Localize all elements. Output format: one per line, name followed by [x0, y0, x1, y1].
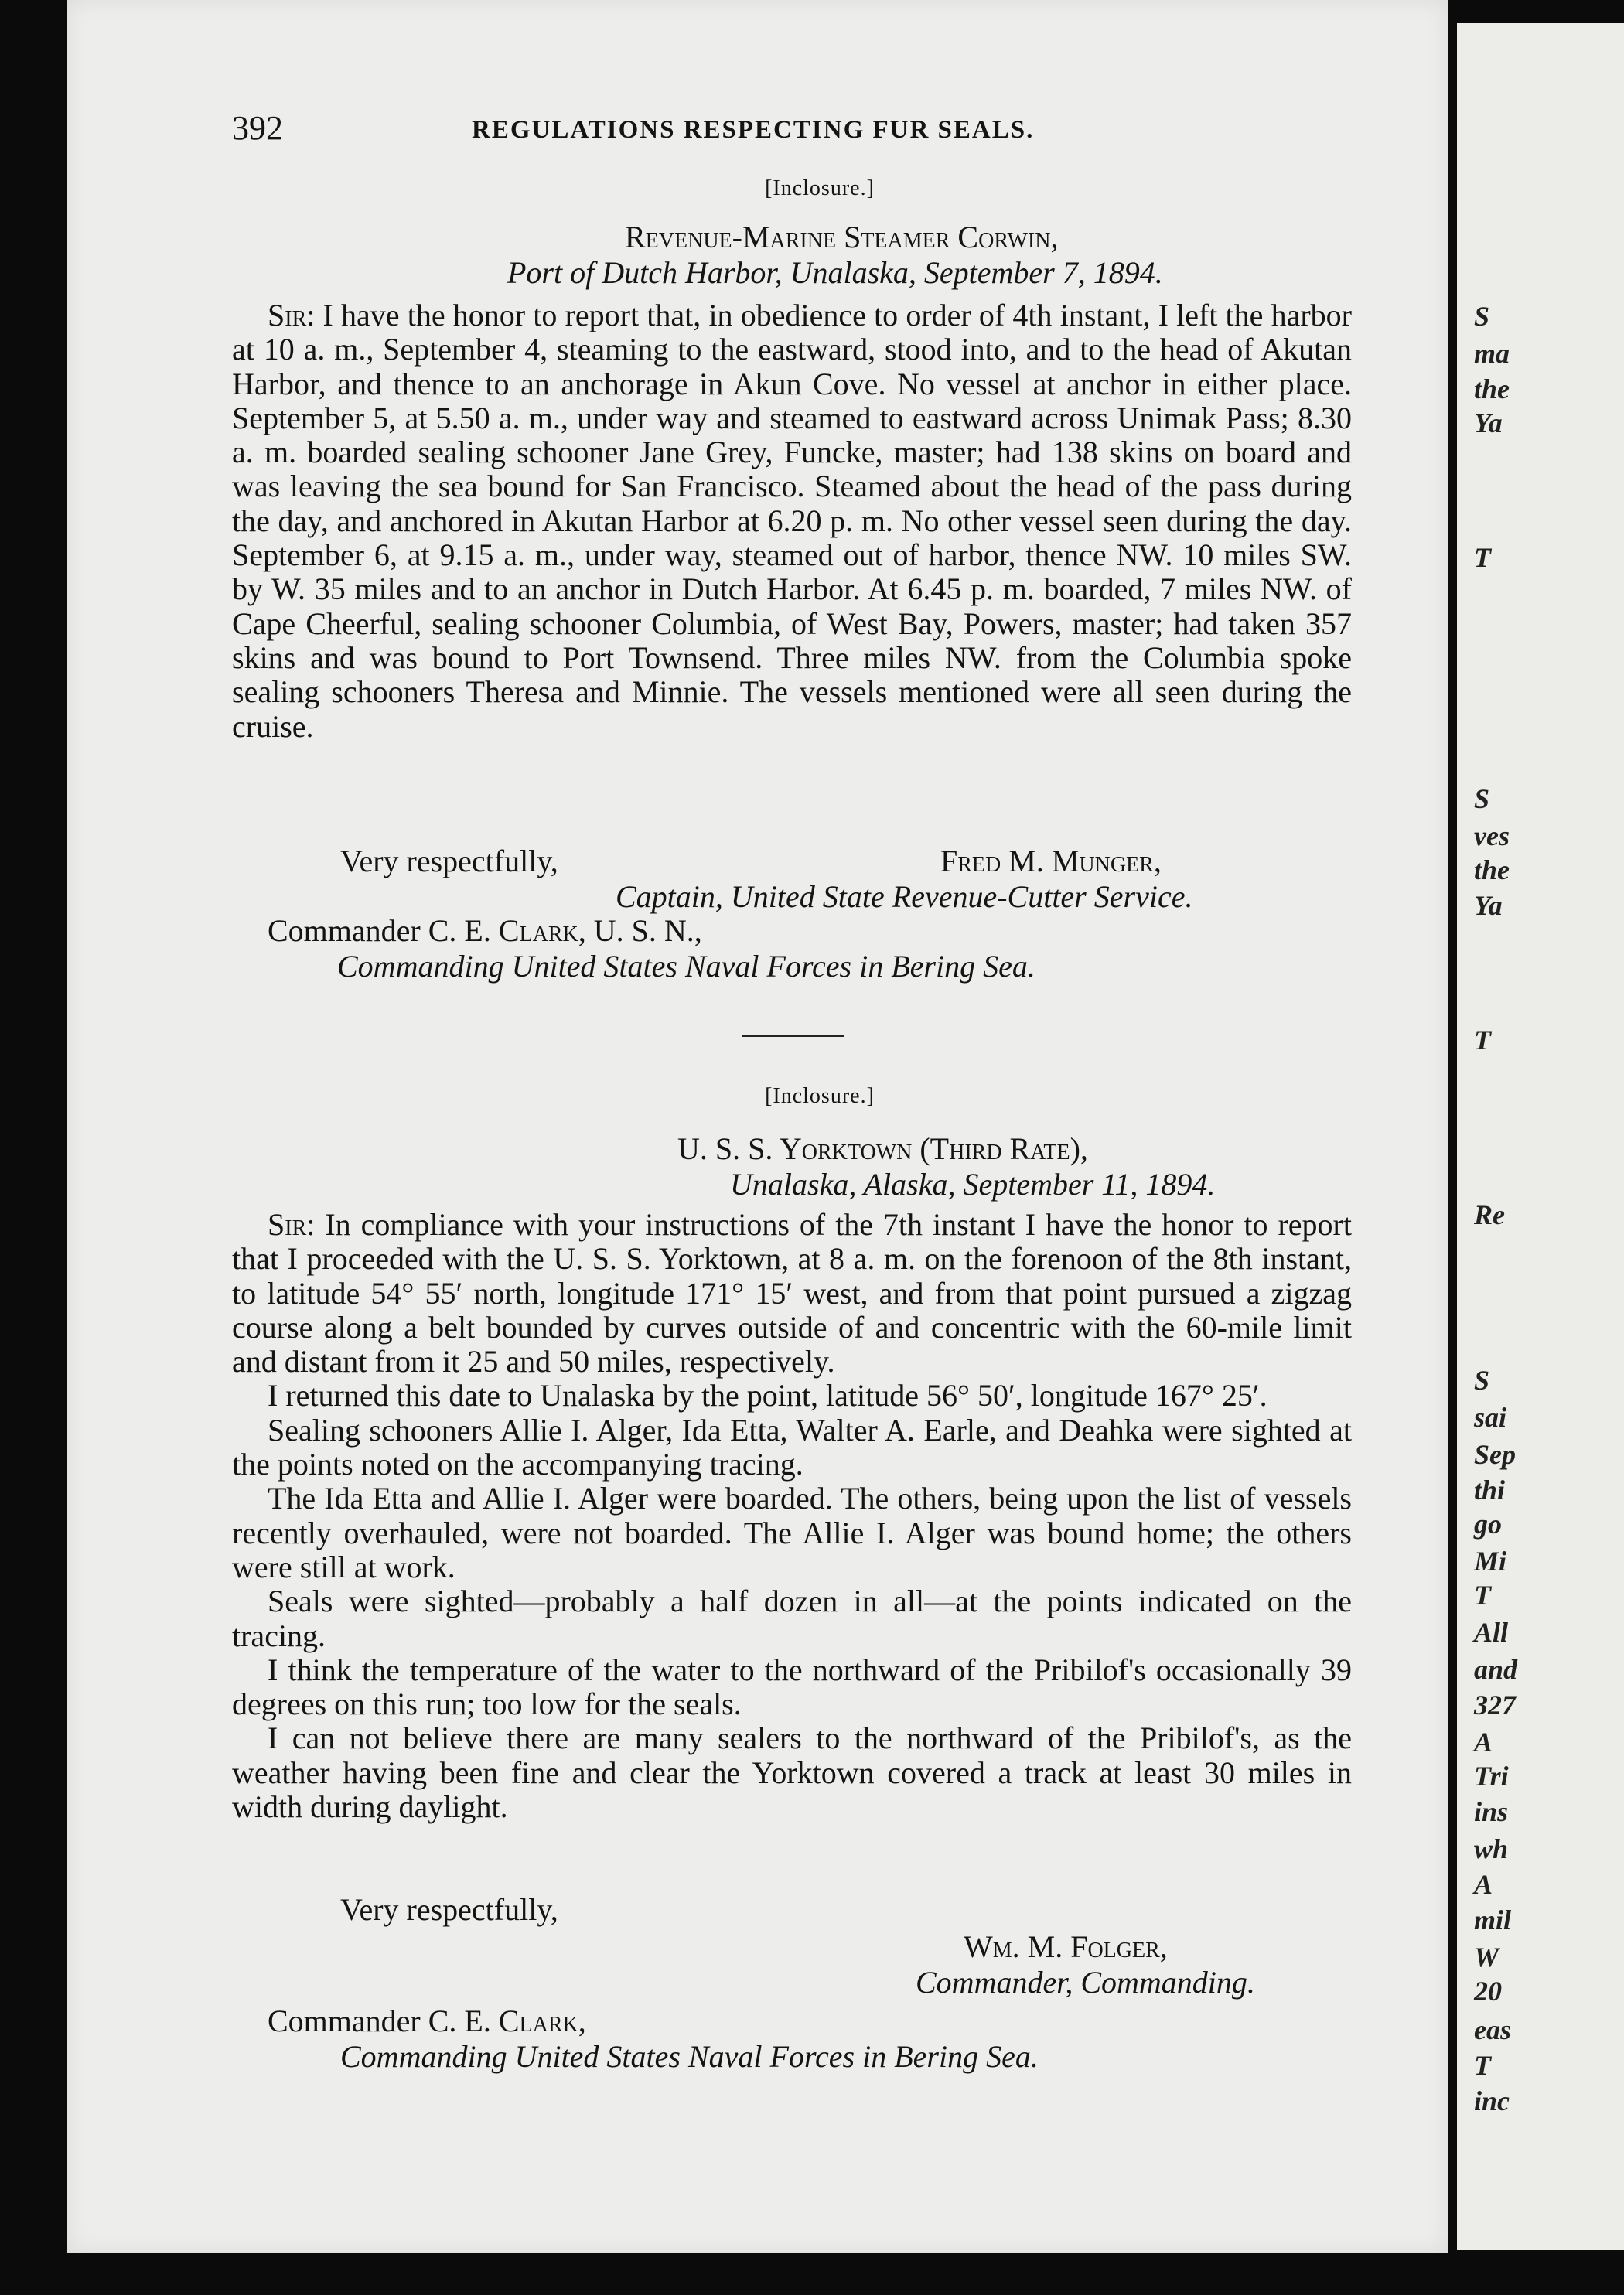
addressee-title-1: Commanding United States Naval Forces in Bering Sea.	[337, 949, 1035, 984]
paragraph-text: I have the honor to report that, in obedience to order of 4th instant, I left the harbor at 10 a. m., September 4, steaming to the eastward, stood into, and to the head of Akutan Harbor, and thence to an anchorage in Akun Cove. No vessel at anchor in either place. September 5, at 5.50 a. m., under way and steamed to eastward across Unimak Pass; 8.30 a. m. boarded sealing schooner Jane Grey, Funcke, master; had 138 skins on board and was leaving the sea bound for San Francisco. Steamed about the head of the pass during the day, and anchored in Akutan Harbor at 6.20 p. m. No other vessel seen during the day. September 6, at 9.15 a. m., under way, steamed out of harbor, thence NW. 10 miles SW. by W. 35 miles and to an anchor in Dutch Harbor. At 6.45 p. m. boarded, 7 miles NW. of Cape Cheerful, sealing schooner Columbia, of West Bay, Powers, master; had taken 357 skins and was bound to Port Townsend. Three miles NW. from the Columbia spoke sealing schooners Theresa and Minnie. The vessels mentioned were all seen during the cruise.	[232, 298, 1353, 744]
facing-page-fragment: sai	[1474, 1402, 1507, 1433]
facing-page-fragment: the	[1474, 854, 1510, 885]
facing-page-fragment: T	[1474, 2050, 1491, 2081]
paragraph: I returned this date to Unalaska by the point, latitude 56° 50′, longitude 167° 25′.	[268, 1378, 1267, 1413]
facing-page-fragment: ins	[1474, 1796, 1509, 1827]
facing-page-fragment: T	[1474, 1025, 1491, 1055]
facing-page-fragment: S	[1474, 1365, 1490, 1396]
signer-title-2: Commander, Commanding.	[916, 1965, 1255, 2000]
inclosure-label-2: [Inclosure.]	[765, 1084, 875, 1108]
signer-title-1: Captain, United State Revenue-Cutter Service.	[616, 879, 1193, 914]
signer-2: Wm. M. Folger,	[964, 1929, 1168, 1964]
paragraph: I think the temperature of the water to the northward of the Pribilof's occasionally 39 degrees on this run; too low for the seals.	[232, 1652, 1352, 1722]
addressee-prefix: Commander	[268, 2003, 421, 2038]
facing-page-fragment: 327	[1474, 1690, 1516, 1720]
paragraph: Sealing schooners Allie I. Alger, Ida Etta, Walter A. Earle, and Deahka were sighted at the points noted on the accompanying tracing.	[232, 1412, 1352, 1482]
addressee-prefix: Commander	[268, 913, 421, 948]
facing-page-fragment: Mi	[1474, 1546, 1507, 1577]
facing-page-fragment: T	[1474, 1580, 1491, 1611]
facing-page-fragment: Ya	[1474, 408, 1503, 438]
addressee-title-2: Commanding United States Naval Forces in Bering Sea.	[340, 2039, 1039, 2074]
place-date-1: Port of Dutch Harbor, Unalaska, September 7, 1894.	[507, 255, 1163, 290]
page-number: 392	[232, 109, 283, 147]
facing-page-fragment: 20	[1474, 1976, 1502, 2007]
closing-2: Very respectfully,	[340, 1892, 558, 1927]
paragraph	[232, 1208, 1352, 1379]
facing-page-fragment: W	[1474, 1942, 1499, 1973]
facing-page-fragment: ves	[1474, 820, 1510, 851]
facing-page-fragment: Sep	[1474, 1439, 1516, 1470]
running-title: REGULATIONS RESPECTING FUR SEALS.	[472, 116, 1035, 144]
facing-page-fragment: go	[1474, 1509, 1502, 1540]
facing-page-fragment: A	[1474, 1869, 1493, 1900]
facing-page-fragment: and	[1474, 1654, 1518, 1685]
paragraph	[232, 298, 1352, 744]
facing-page-fragment: S	[1474, 301, 1490, 332]
addressee-name: C. E. Clark,	[428, 2003, 586, 2038]
salutation: Sir:	[268, 298, 316, 332]
closing-1: Very respectfully,	[340, 844, 558, 878]
place-date-2: Unalaska, Alaska, September 11, 1894.	[730, 1167, 1216, 1202]
paragraph-text: In compliance with your instructions of the 7th instant I have the honor to report that I proceeded with the U. S. S. Yorktown, at 8 a. m. on the forenoon of the 8th instant, to latitude 54° 55′ north, longitude 171° 15′ west, and from that point pursued a zigzag course along a belt bounded by curves outside of and concentric with the 60-mile limit and distant from it 25 and 50 miles, respectively.	[232, 1207, 1352, 1379]
inclosure-label-1: [Inclosure.]	[765, 176, 875, 200]
facing-page-fragment: Tri	[1474, 1761, 1509, 1792]
addressee-1	[268, 912, 702, 949]
sender-2: U. S. S. Yorktown (Third Rate),	[677, 1131, 1088, 1166]
addressee-2	[268, 2003, 586, 2039]
salutation: Sir:	[268, 1207, 316, 1242]
letter-body-2	[232, 1208, 1352, 1824]
facing-page-fragment: inc	[1474, 2085, 1510, 2116]
facing-page-fragment: ma	[1474, 338, 1510, 369]
paragraph: I can not believe there are many sealers to the northward of the Pribilof's, as the weather having been fine and clear the Yorktown covered a track at least 30 miles in width during daylight.	[232, 1720, 1352, 1825]
facing-page-fragment: eas	[1474, 2014, 1511, 2045]
addressee-name: C. E. Clark, U. S. N.,	[428, 913, 702, 948]
letter-body-1	[232, 298, 1352, 744]
facing-page-fragment: A	[1474, 1727, 1493, 1758]
signer-1: Fred M. Munger,	[940, 844, 1162, 878]
sender-1: Revenue-Marine Steamer Corwin,	[625, 220, 1059, 254]
facing-page-fragment: S	[1474, 783, 1490, 814]
paragraph: Seals were sighted—probably a half dozen in all—at the points indicated on the tracing.	[232, 1584, 1352, 1653]
facing-page-fragment: the	[1474, 373, 1510, 404]
paragraph: The Ida Etta and Allie I. Alger were boarded. The others, being upon the list of vessels recently overhauled, were not boarded. The Allie I. Alger was bound home; the others were still at work.	[232, 1481, 1352, 1584]
facing-page-fragment: Ya	[1474, 890, 1503, 921]
running-head	[232, 108, 1361, 148]
facing-page-fragment: thi	[1474, 1475, 1506, 1506]
separator-rule	[742, 1035, 844, 1037]
facing-page-fragment: wh	[1474, 1833, 1509, 1864]
facing-page-fragment: T	[1474, 542, 1491, 573]
facing-page-fragment: Re	[1474, 1199, 1505, 1230]
facing-page-fragment: mil	[1474, 1905, 1512, 1935]
facing-page-fragment: All	[1474, 1617, 1509, 1648]
